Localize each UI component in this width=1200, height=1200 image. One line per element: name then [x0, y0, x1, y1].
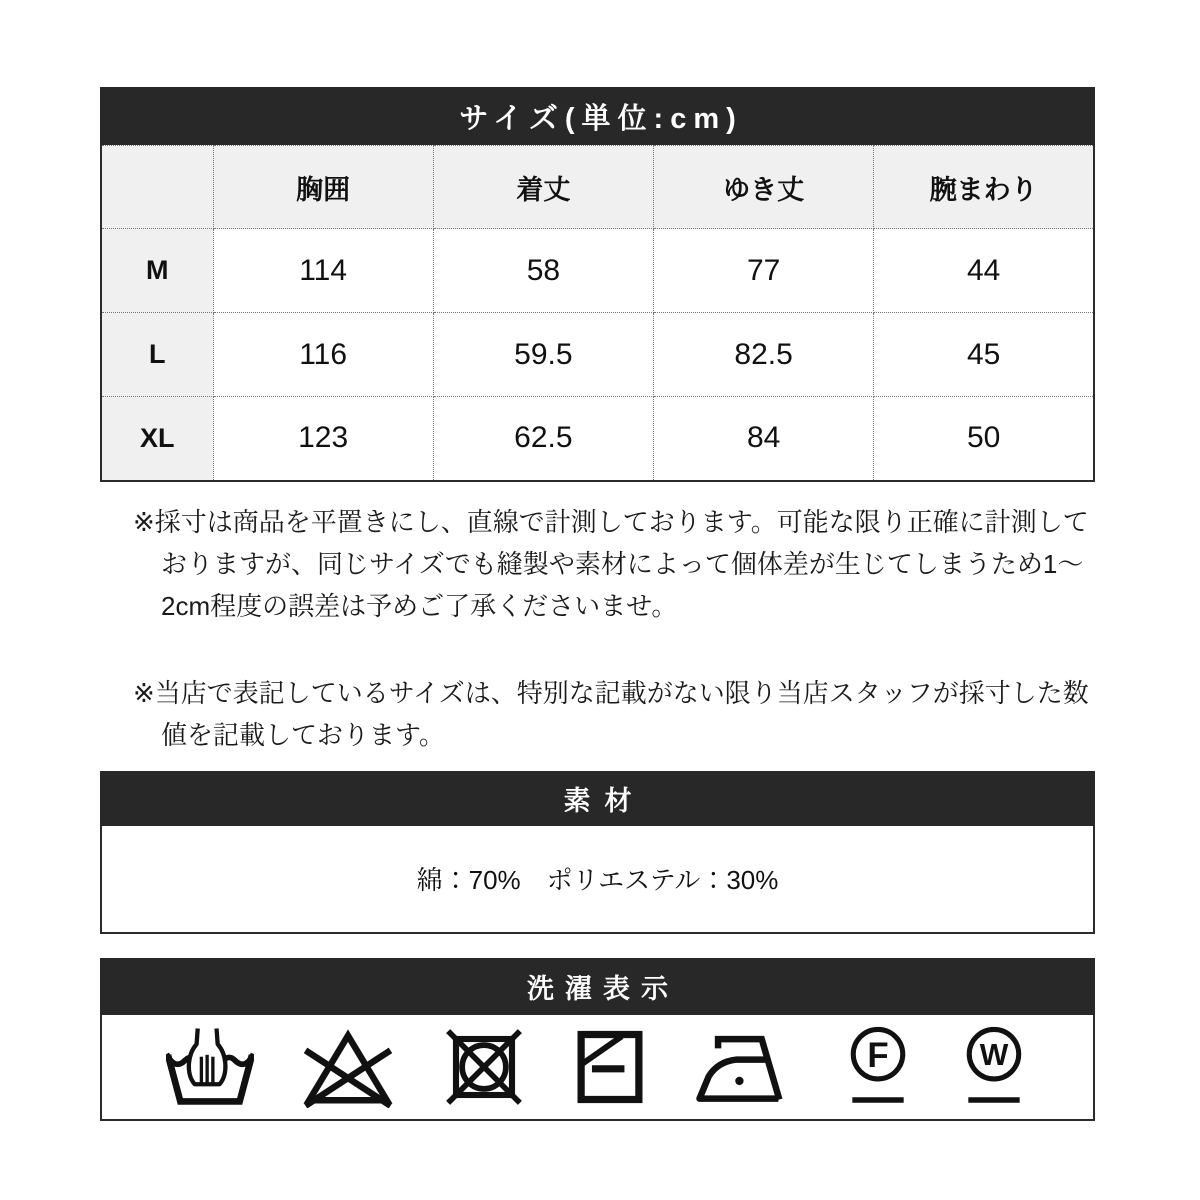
column-header-length: 着丈 [433, 146, 653, 229]
svg-text:W: W [979, 1038, 1009, 1072]
material-section-title: 素材 [563, 785, 646, 816]
material-box [100, 826, 1095, 934]
row-label-m: M [101, 229, 213, 313]
material-section [100, 771, 1095, 934]
cell-l-chest: 116 [213, 313, 433, 397]
content-column [100, 0, 1095, 1121]
size-section-title: サイズ(単位:cm) [459, 102, 743, 135]
cell-xl-arm: 50 [874, 397, 1094, 481]
column-header-chest: 胸囲 [213, 146, 433, 229]
cell-xl-sleeve: 84 [654, 397, 874, 481]
table-row-m [101, 229, 1094, 313]
iron-low-heat-icon [693, 1028, 797, 1106]
hand-wash-icon [166, 1028, 254, 1106]
size-section-header [100, 87, 1095, 145]
dry-flat-in-shade-icon [573, 1027, 647, 1107]
cell-l-arm: 45 [874, 313, 1094, 397]
staff-measured-note: ※当店で表記しているサイズは、特別な記載がない限り当店スタッフが採寸した数値を記載しております。 [133, 677, 1089, 750]
size-table-corner-cell [101, 146, 213, 229]
cell-xl-length: 62.5 [433, 397, 653, 481]
care-section-header [100, 958, 1095, 1015]
row-label-l: L [101, 313, 213, 397]
dry-clean-F-icon [843, 1023, 913, 1111]
material-composition: 綿：70% ポリエステル：30% [416, 865, 779, 895]
measurement-note: ※採寸は商品を平置きにし、直線で計測しております。可能な限り正確に計測しておりますが、同じサイズでも縫製や素材によって個体差が生じてしまうため1～2cm程度の誤差は予めご了承くださいませ。 [133, 506, 1089, 621]
cell-m-arm: 44 [874, 229, 1094, 313]
table-row-xl [101, 397, 1094, 481]
column-header-arm: 腕まわり [874, 146, 1094, 229]
cell-l-sleeve: 82.5 [654, 313, 874, 397]
wet-clean-W-icon [959, 1023, 1029, 1111]
cell-m-chest: 114 [213, 229, 433, 313]
do-not-bleach-icon [300, 1026, 396, 1108]
care-symbols-box [100, 1015, 1095, 1121]
do-not-tumble-dry-icon [442, 1025, 526, 1109]
table-row-l [101, 313, 1094, 397]
care-section-title: 洗濯表示 [527, 973, 679, 1004]
cell-l-length: 59.5 [433, 313, 653, 397]
cell-xl-chest: 123 [213, 397, 433, 481]
material-section-header [100, 771, 1095, 826]
size-section [100, 87, 1095, 482]
cell-m-length: 58 [433, 229, 653, 313]
cell-m-sleeve: 77 [654, 229, 874, 313]
column-header-sleeve: ゆき丈 [654, 146, 874, 229]
svg-text:F: F [867, 1035, 889, 1075]
size-table-header-row [101, 146, 1094, 229]
row-label-xl: XL [101, 397, 213, 481]
care-section [100, 958, 1095, 1121]
size-table [100, 145, 1095, 482]
